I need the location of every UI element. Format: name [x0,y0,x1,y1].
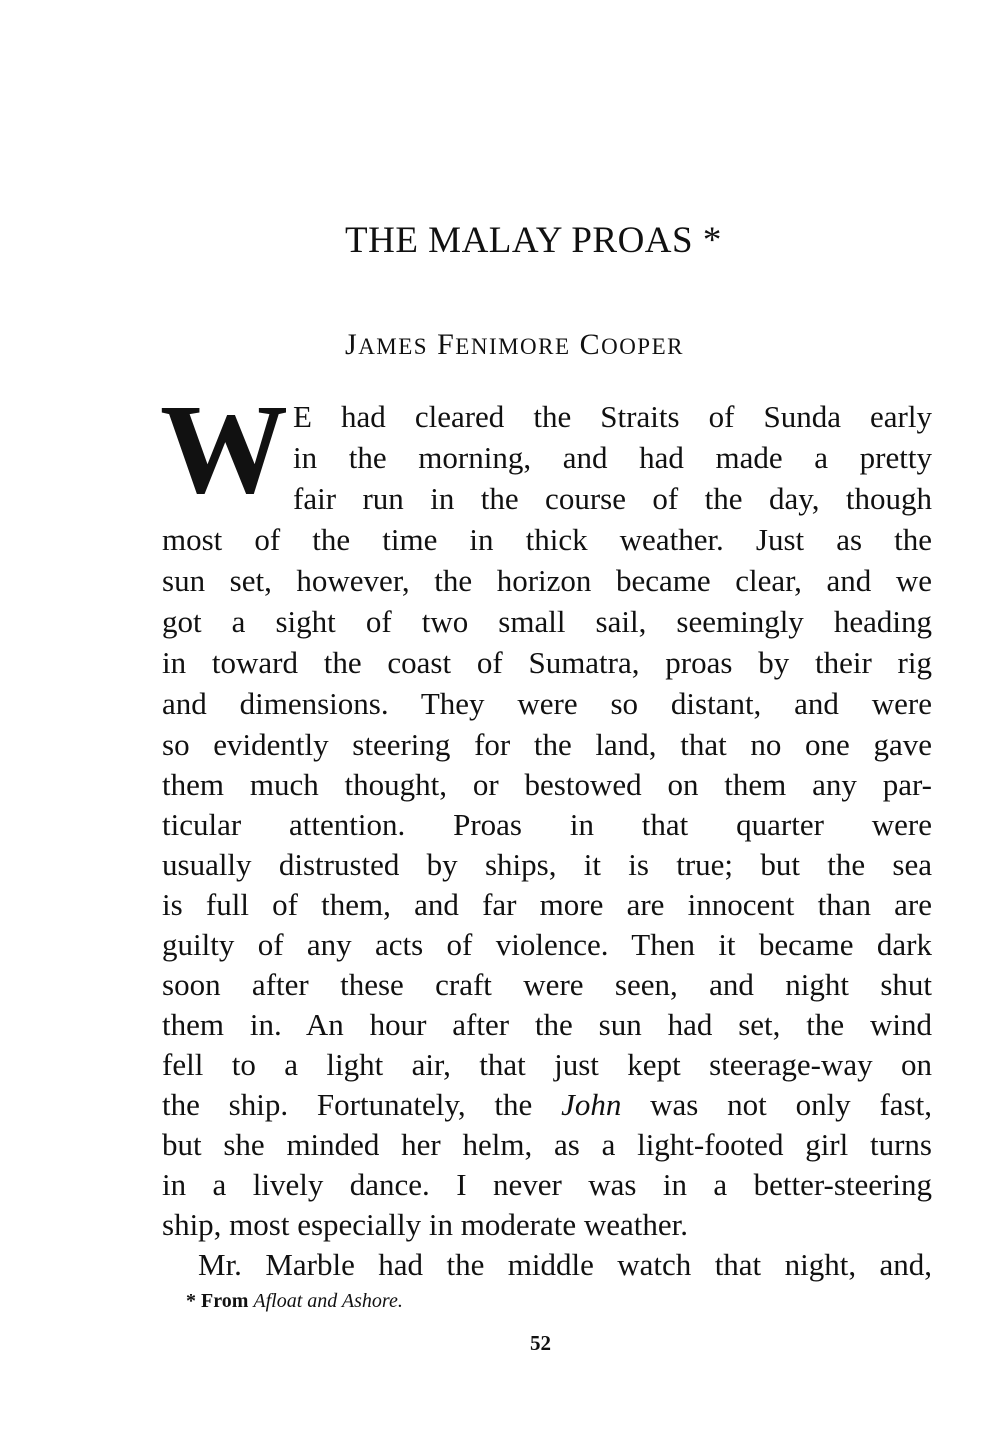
text-line [162,1084,932,1125]
text-line: in the morning, and had made a pretty [293,440,932,475]
text-line: most of the time in thick weather. Just as the [162,522,932,557]
text-line: fair run in the course of the day, though [293,481,932,516]
author-first-rest: AMES [358,334,429,359]
text-line: E had cleared the Straits of Sunda early [293,399,932,434]
text-line: them in. An hour after the sun had set, the wind [162,1007,932,1042]
author-middle-initial: F [437,328,456,361]
text-line: so evidently steering for the land, that no one gave [162,727,932,762]
text-line: guilty of any acts of violence. Then it became dark [162,927,932,962]
text-line: usually distrusted by ships, it is true; but the sea [162,847,932,882]
author-last-initial: C [579,328,602,361]
text-line: in a lively dance. I never was in a better-steering [162,1167,932,1202]
ship-name: John [561,1087,622,1122]
text-line: soon after these craft were seen, and night shut [162,967,932,1002]
text-line-start: the ship. Fortunately, the [162,1087,562,1122]
text-line: ticular attention. Proas in that quarter were [162,807,932,842]
chapter-title: THE MALAY PROAS * [345,220,722,261]
footnote [186,1290,403,1313]
footnote-marker: * From [186,1290,254,1312]
footnote-source: Afloat and Ashore. [253,1290,403,1312]
author-name [345,330,684,360]
text-line: and dimensions. They were so distant, and were [162,686,932,721]
drop-cap: W [160,378,288,520]
author-last-rest: OOPER [601,334,684,359]
text-line: Mr. Marble had the middle watch that night, and, [198,1247,932,1282]
text-line-end: was not only fast, [621,1087,932,1122]
text-line: got a sight of two small sail, seemingly heading [162,604,932,639]
text-line: ship, most especially in moderate weather. [162,1207,688,1242]
page-number: 52 [530,1331,551,1355]
text-line: is full of them, and far more are innocent than are [162,887,932,922]
text-line: fell to a light air, that just kept steerage-way on [162,1047,932,1082]
text-line: in toward the coast of Sumatra, proas by their rig [162,645,932,680]
text-line: them much thought, or bestowed on them any par- [162,767,932,802]
text-line: but she minded her helm, as a light-footed girl turns [162,1127,932,1162]
author-first-initial: J [345,328,359,361]
text-line: sun set, however, the horizon became clear, and we [162,563,932,598]
author-middle-rest: ENIMORE [455,334,571,359]
